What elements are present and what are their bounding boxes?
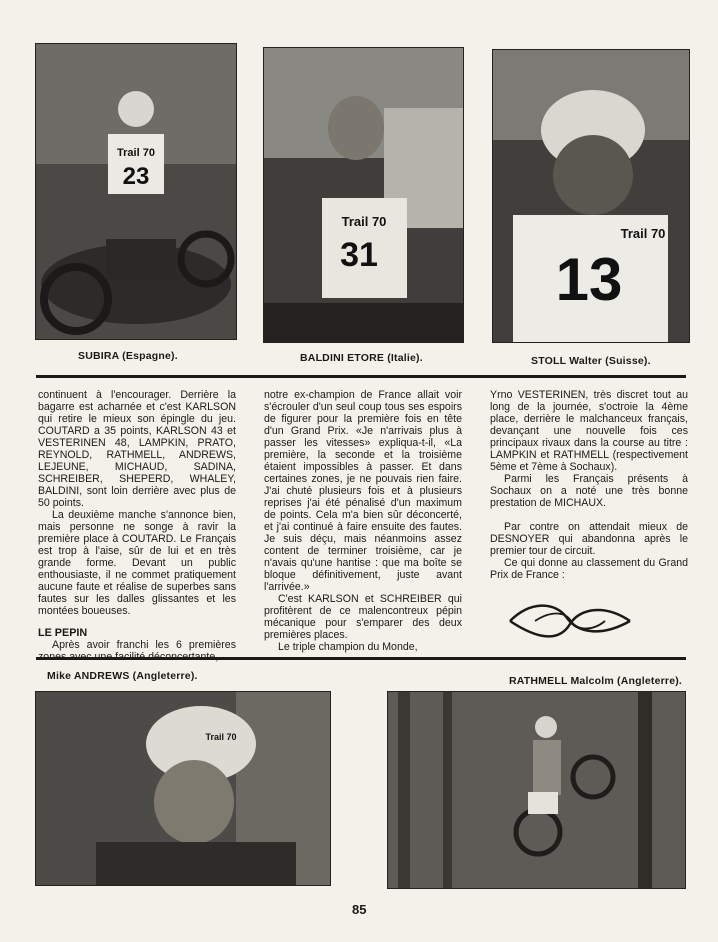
col3-paragraph-2: Parmi les Français présents à Sochaux on a noté une très bonne prestation de MICHAUX. [490,473,688,509]
caption-baldini: BALDINI ETORE (Italie). [300,352,423,364]
photo-andrews [35,691,331,886]
bib-text: Trail 70 [620,226,666,241]
photo-rathmell [387,691,686,889]
photo-baldini [263,47,464,343]
divider-bottom [36,657,686,660]
col2-paragraph-1: notre ex-champion de France allait voir s'écrouler d'un seul coup tous ses espoirs de figurer pour la première fois en tête d'un Grand Prix. «Je n'arrivais plus à passer les vitesses» expliqua-t-il, «La première, la seconde et la troisième étaient impossibles à passer. Et dans certaines zones, je ne pouvais rien faire. J'ai chuté plusieurs fois et à plusieurs reprises j'ai été pénalisé d'un maximum de points. Cela m'a bien sûr déconcerté, et j'ai continué à faire ensuite des fautes. Je suis déçu, mais néanmoins assez content de terminer troisième, car je n'avais qu'une hantise : que ma boîte se bloque définitivement, juste avant l'arrivée.» [264,389,462,593]
col1-heading: LE PEPIN [38,627,88,639]
bib-number: 13 [555,246,623,313]
col2-paragraph-3: Le triple champion du Monde, [278,641,418,653]
photo-subira [35,43,237,340]
col1-paragraph-1: continuent à l'encourager. Derrière la bagarre est acharnée et c'est KARLSON qui retire le mieux son épingle du jeu. COUTARD a 35 points, KARLSON 43 et VESTERINEN 48, LAMPKIN, PRATO, REYNOLD, RATHMELL, ANDREWS, LEJEUNE, MICHAUD, SADINA, SCHREIBER, SHEPERD, WHALEY, BALDINI, sont loin derrière avec plus de 50 points. [38,389,236,509]
bib-number: 23 [122,163,150,190]
photo-stoll [492,49,690,343]
col1-paragraph-2: La deuxième manche s'annonce bien, mais personne ne songe à ravir la première place à COUTARD. Le Français est trop à l'aise, sûr de lui et en très grande forme. Devant un public enthousiaste, il ne commet pratiquement aucune faute et réalise de superbes sans fautes sur les dalles glissantes et les montées boueuses. [38,509,236,617]
bib-text: Trail 70 [341,214,387,229]
article-column-3 [490,389,688,581]
col3-paragraph-1: Yrno VESTERINEN, très discret tout au long de la journée, s'octroie la 4ème place, derrière le malchanceux français, devançant une nouvelle fois ces principaux rivaux dans la course au titre : LAMPKIN et RATHMELL (respectivement 5ème et 7ème à Sochaux). [490,389,688,473]
article-column-1 [38,389,236,663]
bib-text: Trail 70 [117,147,155,159]
page-number: 85 [352,902,367,917]
col3-paragraph-3: Par contre on attendait mieux de DESNOYER qui abandonna après le premier tour de circuit. [490,521,688,557]
caption-subira: SUBIRA (Espagne). [78,350,178,362]
col2-paragraph-2: C'est KARLSON et SCHREIBER qui profitèrent de ce malencontreux pépin mécanique pour s'emparer des deux premières places. [264,593,462,641]
helmet-text: Trail 70 [205,732,237,742]
article-column-2 [264,389,462,653]
col3-paragraph-4: Ce qui donne au classement du Grand Prix de France : [490,557,688,581]
caption-andrews: Mike ANDREWS (Angleterre). [47,670,198,682]
divider-top [36,375,686,378]
bib-number: 31 [340,236,378,274]
col1-paragraph-3: Après avoir franchi les 6 premières [52,639,236,651]
caption-stoll: STOLL Walter (Suisse). [531,355,651,367]
caption-rathmell: RATHMELL Malcolm (Angleterre). [509,675,683,687]
ornament-icon [505,596,635,646]
